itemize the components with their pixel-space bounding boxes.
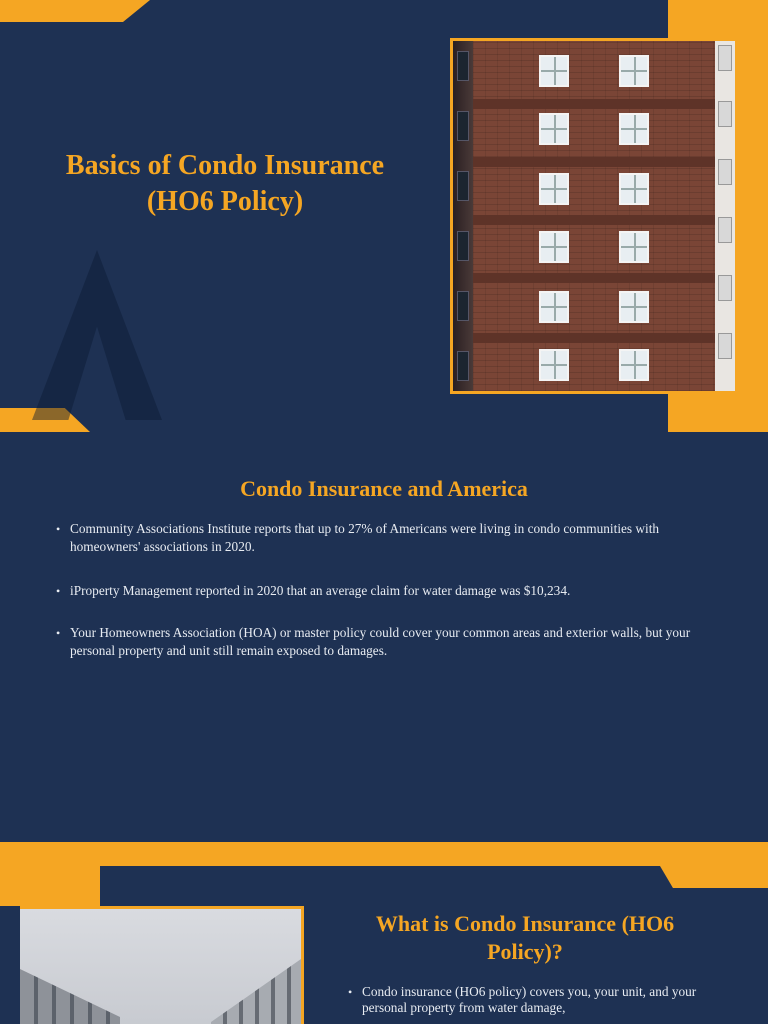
orange-accent-top-left <box>0 0 150 22</box>
orange-accent-left-block <box>0 866 100 906</box>
slide-what-is-condo-insurance <box>0 842 768 1024</box>
title-line-1: Basics of Condo Insurance <box>65 150 385 181</box>
slide-condo-insurance-america <box>0 432 768 842</box>
bullet-item: • Your Homeowners Association (HOA) or master policy could cover your common areas and exterior walls, but your personal property and unit still remain exposed to damages. <box>56 624 696 660</box>
bullet-list <box>56 520 696 684</box>
orange-accent-right-wedge <box>660 866 768 888</box>
bullet-item: • Community Associations Institute reports that up to 27% of Americans were living in condo communities with homeowners' associations in 2020. <box>56 520 696 556</box>
bullet-item: • iProperty Management reported in 2020 that an average claim for water damage was $10,234. <box>56 582 696 600</box>
slide-title <box>0 0 768 432</box>
bullet-item: • Condo insurance (HO6 policy) covers you, your unit, and your personal property from water damage, <box>348 984 728 1016</box>
townhouses-photo <box>20 906 304 1024</box>
logo-watermark <box>32 250 162 420</box>
presentation-title <box>20 148 430 220</box>
bullet-list <box>348 984 728 1016</box>
orange-accent-top-bar <box>0 842 768 866</box>
slide-heading: What is Condo Insurance (HO6 Policy)? <box>375 911 675 964</box>
slide-heading: Condo Insurance and America <box>240 476 528 501</box>
title-line-2: (HO6 Policy) <box>146 186 304 217</box>
apartment-building-photo <box>450 38 738 394</box>
